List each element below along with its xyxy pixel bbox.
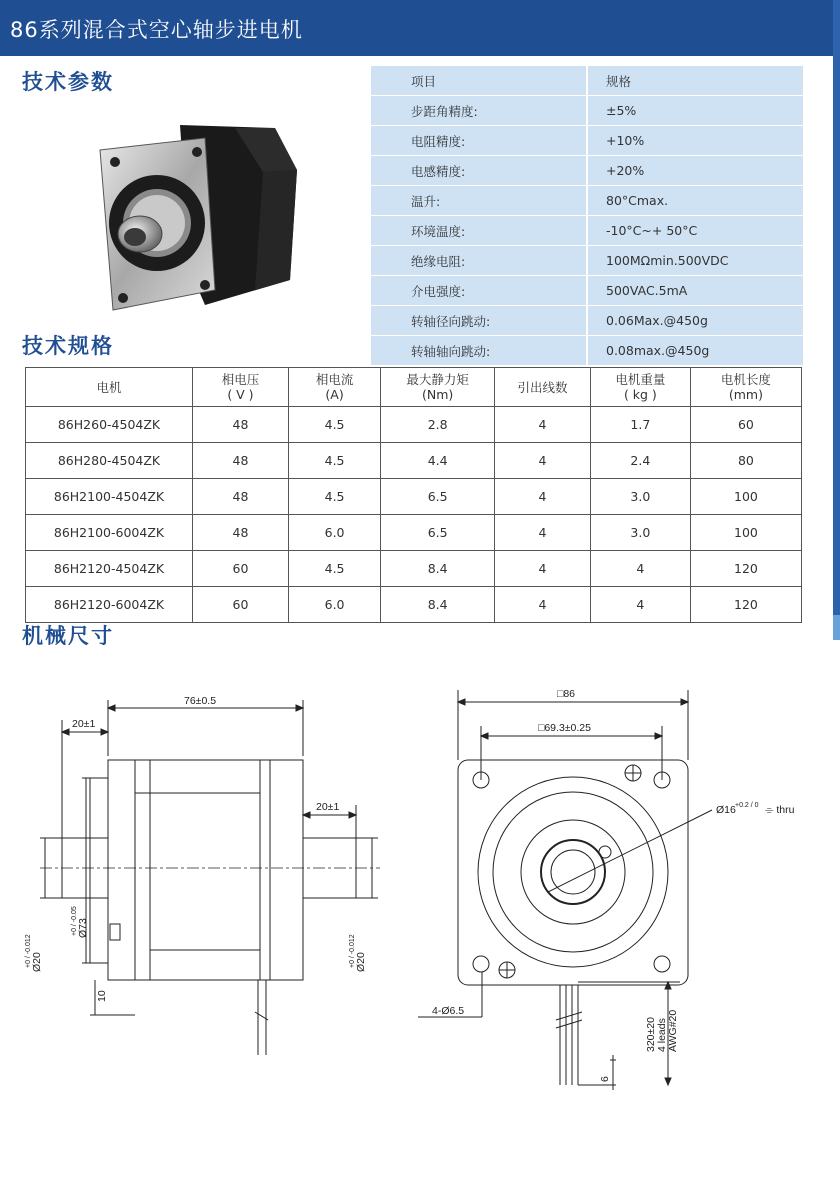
dim-awg: AWG#20 (667, 1009, 679, 1052)
dim-boss-dia: Ø73 (77, 918, 89, 938)
spec-item: 电感精度: (371, 156, 587, 186)
dim-front-dia: Ø20 (31, 952, 43, 972)
spec-table (371, 66, 803, 366)
motor-value: 4 (495, 515, 591, 551)
motor-value: 4 (590, 587, 690, 623)
motor-value: 80 (690, 443, 801, 479)
motor-value: 48 (192, 407, 288, 443)
spec-item: 转轴径向跳动: (371, 306, 587, 336)
motor-value: 48 (192, 515, 288, 551)
spec-value: 0.06Max.@450g (587, 306, 803, 336)
header-label: 引出线数 (517, 379, 568, 395)
motor-value: 60 (192, 587, 288, 623)
motor-model: 86H2100-4504ZK (26, 479, 193, 515)
motor-value: 60 (690, 407, 801, 443)
motor-table-row (26, 515, 802, 551)
motor-value: 4 (495, 551, 591, 587)
motor-table-row (26, 551, 802, 587)
page-title: 86系列混合式空心轴步进电机 (10, 18, 303, 42)
header-label: 电机长度 (720, 372, 771, 387)
header-label: 电机重量 (615, 372, 666, 387)
motor-value: 6.5 (381, 479, 495, 515)
spec-table-row (371, 336, 803, 366)
spec-item: 转轴轴向跳动: (371, 336, 587, 366)
motor-model: 86H2100-6004ZK (26, 515, 193, 551)
motor-table-row (26, 407, 802, 443)
motor-photo (85, 110, 315, 325)
motor-table (25, 367, 802, 623)
dim-lead-length: 320±20 (645, 1017, 657, 1052)
dim-lead-count: 4 leads (656, 1018, 668, 1052)
dim-rear-dia: Ø20 (355, 952, 367, 972)
motor-value: 4 (495, 479, 591, 515)
motor-table-header (288, 368, 380, 407)
motor-model: 86H2120-6004ZK (26, 587, 193, 623)
spec-item: 环境温度: (371, 216, 587, 246)
right-accent-bar (833, 0, 840, 640)
spec-table-row (371, 96, 803, 126)
spec-item: 项目 (371, 66, 587, 96)
header-label: 最大静力矩 (406, 372, 469, 387)
motor-table-header (690, 368, 801, 407)
motor-value: 8.4 (381, 551, 495, 587)
motor-value: 120 (690, 587, 801, 623)
motor-value: 4.5 (288, 443, 380, 479)
spec-table-row (371, 306, 803, 336)
dim-bore-tol: +0.2 / 0 (735, 802, 759, 809)
motor-model: 86H280-4504ZK (26, 443, 193, 479)
header-unit: ( kg ) (623, 387, 657, 402)
motor-value: 48 (192, 443, 288, 479)
dim-bore-dia: Ø16 (716, 804, 736, 816)
dim-boss-height: 10 (96, 990, 108, 1002)
motor-model: 86H260-4504ZK (26, 407, 193, 443)
motor-table-header (495, 368, 591, 407)
motor-value: 48 (192, 479, 288, 515)
dim-boss-tol: +0 / -0.05 (71, 906, 78, 936)
spec-table-row (371, 216, 803, 246)
motor-value: 120 (690, 551, 801, 587)
spec-table-row (371, 186, 803, 216)
spec-table-row (371, 246, 803, 276)
section-title-tech-specs: 技术规格 (22, 334, 114, 358)
dim-square: □86 (557, 688, 576, 700)
motor-model: 86H2120-4504ZK (26, 551, 193, 587)
dim-front-shaft: 20±1 (72, 718, 96, 730)
dim-bore-suffix: ⌯ thru (765, 804, 795, 816)
motor-value: 4 (590, 551, 690, 587)
spec-item: 介电强度: (371, 276, 587, 306)
dim-holes: 4-Ø6.5 (432, 1005, 465, 1017)
motor-value: 2.4 (590, 443, 690, 479)
motor-table-header (192, 368, 288, 407)
dim-front-tol: +0 / -0.012 (25, 934, 32, 968)
spec-table-row (371, 126, 803, 156)
spec-value: 0.08max.@450g (587, 336, 803, 366)
header-unit: (mm) (728, 387, 763, 402)
motor-value: 4.5 (288, 479, 380, 515)
motor-table-row (26, 443, 802, 479)
header-bar (0, 0, 833, 56)
header-label: 相电压 (221, 372, 260, 387)
dim-rear-tol: +0 / -0.012 (349, 934, 356, 968)
header-unit: (A) (325, 387, 344, 402)
right-accent-bar-light (833, 615, 840, 640)
mechanical-drawing (0, 660, 840, 1120)
motor-value: 4 (495, 407, 591, 443)
spec-table-header (371, 66, 803, 96)
motor-value: 2.8 (381, 407, 495, 443)
spec-value: ±5% (587, 96, 803, 126)
spec-value: +10% (587, 126, 803, 156)
spec-value: 规格 (587, 66, 803, 96)
motor-value: 4.5 (288, 551, 380, 587)
header-label: 相电流 (315, 372, 354, 387)
dim-hole-pitch: □69.3±0.25 (538, 722, 591, 734)
dim-overall-length: 76±0.5 (184, 695, 217, 707)
motor-value: 4 (495, 587, 591, 623)
header-label: 电机 (96, 379, 122, 395)
motor-value: 8.4 (381, 587, 495, 623)
front-view (418, 688, 795, 1090)
motor-value: 100 (690, 515, 801, 551)
dim-strip: 6 (599, 1076, 611, 1082)
section-title-tech-params: 技术参数 (22, 70, 114, 94)
section-title-mech-dims: 机械尺寸 (22, 624, 114, 648)
spec-value: -10°C~+ 50°C (587, 216, 803, 246)
motor-value: 3.0 (590, 479, 690, 515)
spec-value: 500VAC.5mA (587, 276, 803, 306)
spec-item: 步距角精度: (371, 96, 587, 126)
spec-value: 80°Cmax. (587, 186, 803, 216)
motor-table-header (381, 368, 495, 407)
spec-value: 100MΩmin.500VDC (587, 246, 803, 276)
motor-value: 4.5 (288, 407, 380, 443)
side-view (25, 695, 380, 1055)
motor-table-header (590, 368, 690, 407)
spec-value: +20% (587, 156, 803, 186)
motor-value: 6.5 (381, 515, 495, 551)
header-unit: (Nm) (421, 387, 454, 402)
spec-table-row (371, 276, 803, 306)
header-unit: ( V ) (227, 387, 254, 402)
motor-table-row (26, 479, 802, 515)
spec-item: 温升: (371, 186, 587, 216)
motor-value: 4 (495, 443, 591, 479)
motor-value: 1.7 (590, 407, 690, 443)
motor-value: 6.0 (288, 587, 380, 623)
dim-rear-shaft: 20±1 (316, 801, 340, 813)
motor-table-header (26, 368, 193, 407)
motor-value: 4.4 (381, 443, 495, 479)
motor-value: 3.0 (590, 515, 690, 551)
motor-value: 60 (192, 551, 288, 587)
motor-value: 6.0 (288, 515, 380, 551)
spec-item: 电阻精度: (371, 126, 587, 156)
motor-value: 100 (690, 479, 801, 515)
motor-table-row (26, 587, 802, 623)
spec-item: 绝缘电阻: (371, 246, 587, 276)
spec-table-row (371, 156, 803, 186)
